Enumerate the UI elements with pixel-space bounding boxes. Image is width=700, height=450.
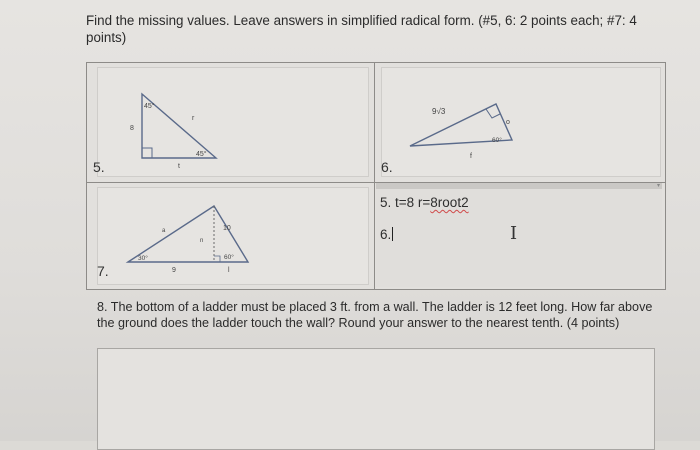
text-caret — [392, 227, 393, 241]
p7-right-angle: 60° — [224, 254, 234, 261]
grid-divider-vertical — [374, 63, 375, 289]
triangle-45-45-90 — [98, 68, 368, 176]
triangle-30-60-90 — [382, 68, 660, 176]
problem-6-number: 6. — [381, 159, 393, 175]
p6-right-side: o — [506, 119, 510, 126]
p7-altitude: n — [200, 238, 204, 244]
p7-right-side: 10 — [223, 225, 231, 232]
p5-bottom-angle: 45° — [196, 151, 207, 158]
answer-line-2-text: 6. — [380, 227, 392, 242]
scroll-down-icon[interactable]: ▾ — [656, 183, 660, 189]
problem-7-number: 7. — [97, 263, 109, 279]
p5-bottom-side: t — [178, 163, 180, 170]
p5-hypotenuse: r — [192, 115, 195, 122]
answer-line-2 — [380, 227, 393, 242]
p7-left-angle: 30° — [138, 255, 148, 262]
answer-area-toolbar — [376, 183, 662, 189]
p6-angle: 60° — [492, 137, 502, 144]
problem-7-figure — [97, 187, 369, 285]
ibeam-cursor-icon: I — [510, 223, 518, 244]
answer-line-1-value: 8root2 — [430, 195, 469, 210]
problem-6-figure — [381, 67, 661, 177]
instructions-text: Find the missing values. Leave answers in simplified radical form. (#5, 6: 2 points each; #7: 4 points) — [86, 13, 637, 45]
answer-text-area[interactable] — [376, 183, 662, 287]
p6-top-side: 9√3 — [432, 107, 446, 116]
answer-line-1-prefix: 5. t=8 r= — [380, 195, 431, 210]
p5-top-angle: 45° — [144, 103, 155, 110]
problem-5-number: 5. — [93, 159, 105, 175]
p5-left-side: 8 — [130, 125, 134, 132]
problem-5-figure — [97, 67, 369, 177]
p6-bottom-side: f — [470, 153, 472, 160]
p7-base-right: l — [228, 267, 230, 274]
triangle-with-altitude — [98, 188, 368, 284]
p7-left-hyp: a — [162, 228, 166, 234]
answer-line-1 — [380, 195, 469, 210]
p7-base-left: 9 — [172, 267, 176, 274]
question-8-answer-box[interactable] — [97, 348, 655, 450]
question-8-text: 8. The bottom of a ladder must be placed 3 ft. from a wall. The ladder is 12 feet long. How far above the ground does the ladder touch the wall? Round your answer to the nearest tenth. (4 points) — [97, 300, 653, 330]
